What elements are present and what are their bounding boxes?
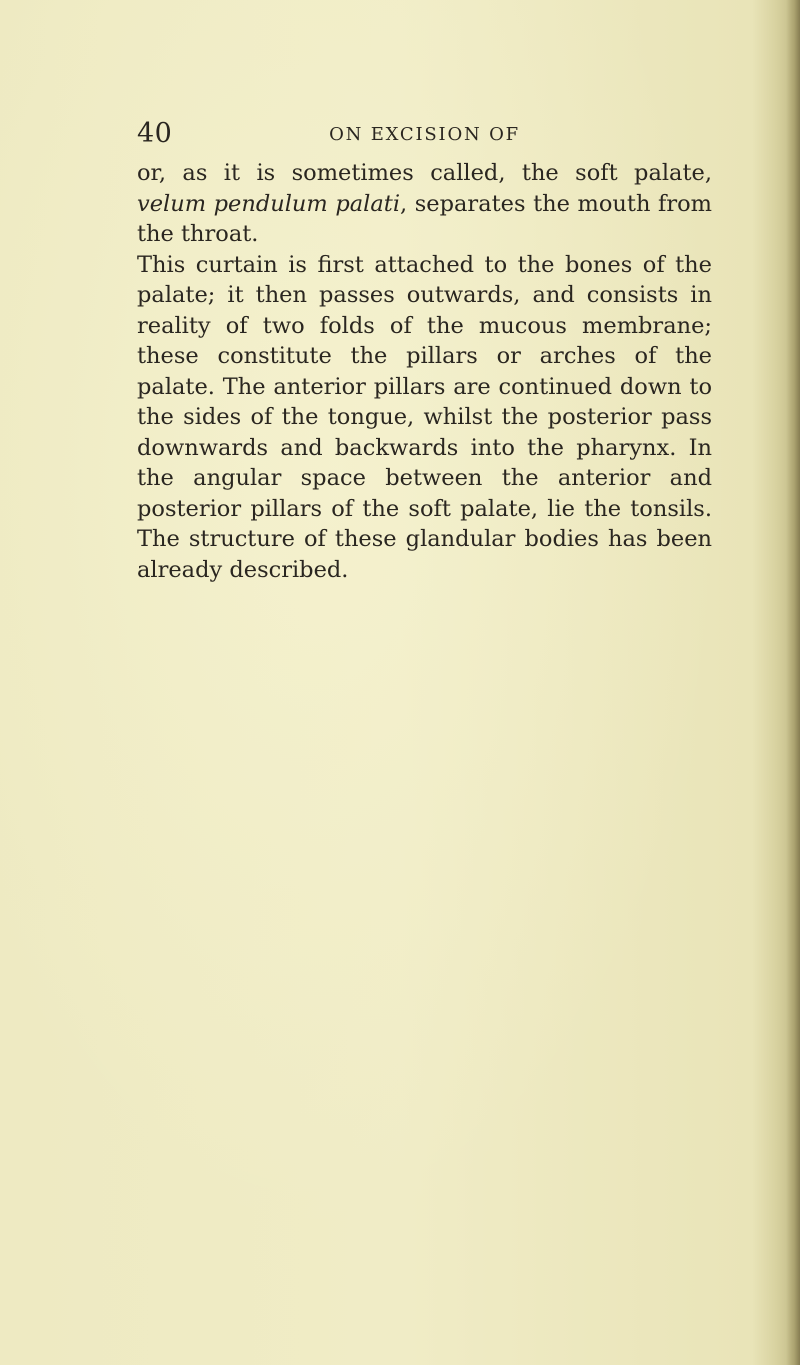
page-header (137, 118, 712, 158)
paragraph-2: This curtain is first attached to the bones of the palate; it then passes outwards, and consists in reality of two folds of the mucous membrane; these constitute the pillars or arches of the palate. The anterior pillars are continued down to the sides of the tongue, whilst the posterior pass downwards and backwards into the pharynx. In the angular space between the anterior and posterior pillars of the soft palate, lie the tonsils. The structure of these glandular bodies has been already described. (137, 251, 712, 583)
paragraph-1-text-before: or, as it is sometimes called, the soft palate, (137, 160, 712, 186)
page-number: 40 (137, 118, 173, 149)
latin-term: velum pendulum palati (137, 190, 401, 217)
page-edge-shadow (786, 0, 800, 1365)
body-text (137, 158, 712, 585)
paragraph-1 (137, 158, 712, 250)
paragraph-1-text-after: , separates the mouth from the throat. (137, 190, 712, 247)
running-head: ON EXCISION OF (329, 124, 520, 145)
